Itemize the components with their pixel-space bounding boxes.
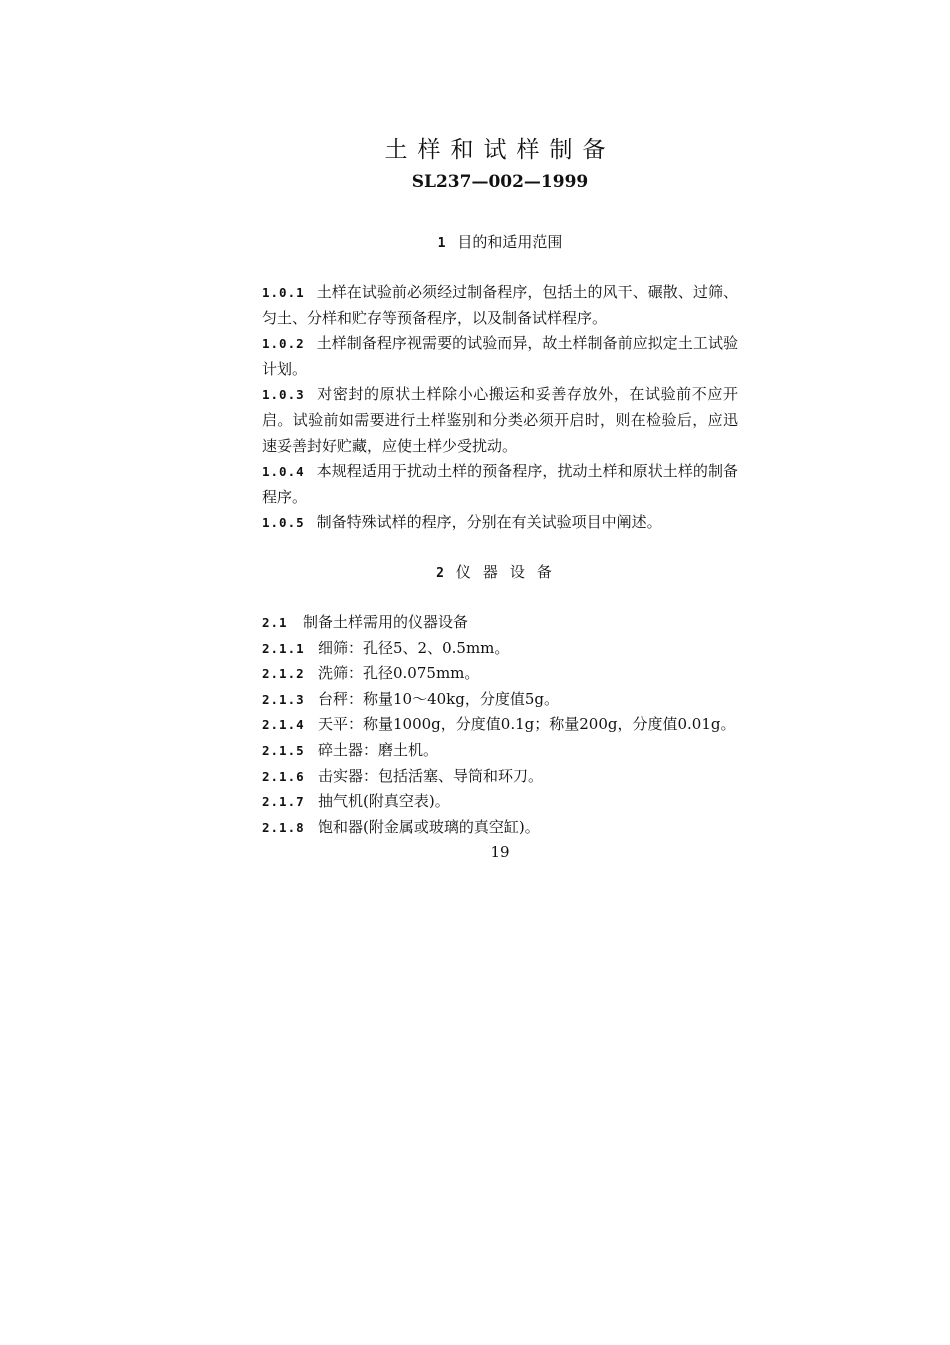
section-2-body	[262, 610, 738, 840]
clause-1-0-5	[262, 510, 738, 536]
section-1-body	[262, 280, 738, 536]
clause-2-1-3	[262, 687, 738, 713]
clause-text: 洗筛：孔径0.075mm。	[318, 664, 480, 683]
clause-2-1-7	[262, 789, 738, 815]
clause-2-1-6	[262, 764, 738, 790]
clause-text: 天平：称量1000g，分度值0.1g；称量200g，分度值0.01g。	[318, 715, 736, 734]
clause-text: 土样在试验前必须经过制备程序，包括土的风干、碾散、过筛、匀土、分样和贮存等预备程序，以及制备试样程序。	[262, 283, 738, 327]
section-2-heading	[262, 559, 738, 587]
section-title: 目的和适用范围	[457, 233, 563, 251]
clause-number: 1.0.2	[262, 336, 305, 352]
clause-2-1-2	[262, 661, 738, 687]
clause-2-1-1	[262, 636, 738, 662]
clause-text: 抽气机(附真空表)。	[318, 792, 450, 811]
section-number: 1	[437, 236, 446, 251]
clause-text: 制备土样需用的仪器设备	[303, 613, 469, 631]
clause-text: 碎土器：磨土机。	[318, 740, 439, 759]
clause-number: 2.1.7	[262, 794, 305, 810]
clause-text: 台秤：称量10～40kg，分度值5g。	[318, 689, 560, 708]
clause-number: 2.1.2	[262, 666, 305, 682]
clause-text: 土样制备程序视需要的试验而异，故土样制备前应拟定土工试验计划。	[262, 334, 738, 378]
clause-1-0-4	[262, 459, 738, 510]
clause-number: 2.1.6	[262, 768, 305, 784]
clause-number: 2.1.3	[262, 691, 305, 707]
clause-1-0-2	[262, 331, 738, 382]
clause-number: 1.0.4	[262, 464, 305, 480]
clause-2-1	[262, 610, 738, 636]
clause-number: 2.1	[262, 615, 288, 630]
clause-number: 2.1.4	[262, 717, 305, 733]
clause-text: 细筛：孔径5、2、0.5mm。	[318, 638, 510, 657]
clause-number: 1.0.3	[262, 387, 305, 403]
section-title: 仪器设备	[455, 563, 564, 581]
clause-number: 2.1.5	[262, 742, 305, 758]
document-title: 土样和试样制备	[384, 137, 616, 163]
clause-1-0-3	[262, 382, 738, 459]
clause-number: 1.0.5	[262, 515, 305, 531]
standard-code: SL237—002—1999	[411, 172, 589, 192]
clause-number: 2.1.8	[262, 819, 305, 835]
section-1-heading	[262, 229, 738, 257]
clause-text: 饱和器(附金属或玻璃的真空缸)。	[318, 817, 540, 836]
clause-text: 本规程适用于扰动土样的预备程序，扰动土样和原状土样的制备程序。	[262, 462, 738, 506]
page-number: 19	[490, 843, 510, 861]
clause-number: 1.0.1	[262, 285, 305, 300]
clause-text: 对密封的原状土样除小心搬运和妥善存放外，在试验前不应开启。试验前如需要进行土样鉴别和分类必须开启时，则在检验后，应迅速妥善封好贮藏，应使土样少受扰动。	[262, 385, 738, 455]
clause-text: 制备特殊试样的程序，分别在有关试验项目中阐述。	[316, 513, 662, 532]
clause-2-1-5	[262, 738, 738, 764]
clause-number: 2.1.1	[262, 640, 305, 656]
clause-2-1-4	[262, 712, 738, 738]
clause-text: 击实器：包括活塞、导筒和环刀。	[318, 766, 544, 785]
clause-1-0-1	[262, 280, 738, 331]
section-number: 2	[436, 566, 444, 581]
clause-2-1-8	[262, 815, 738, 841]
